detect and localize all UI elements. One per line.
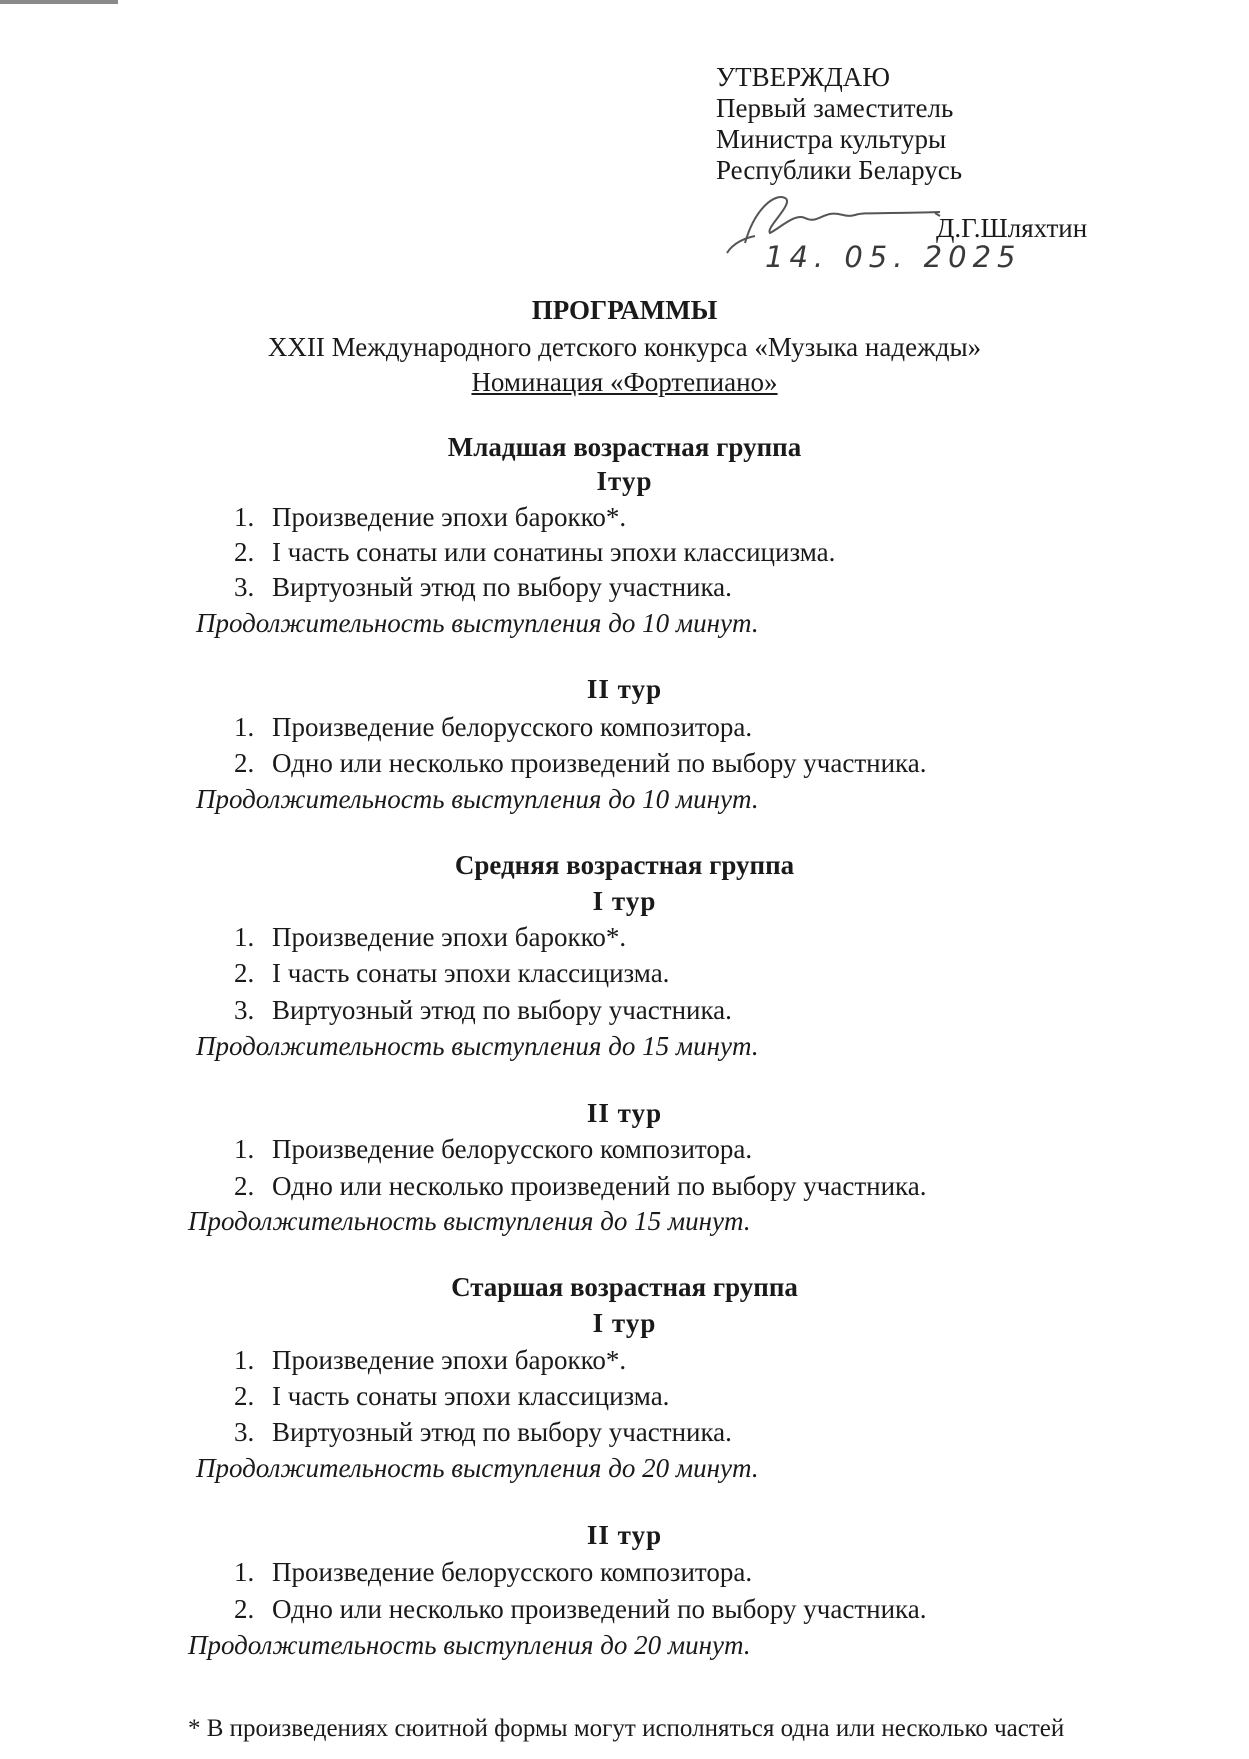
list-item bbox=[234, 958, 669, 989]
round-title-junior-2: II тур bbox=[586, 674, 663, 704]
item-number: 3. bbox=[234, 1417, 255, 1447]
item-text: Произведение белорусского композитора. bbox=[272, 712, 753, 742]
item-number: 2. bbox=[234, 537, 255, 567]
round-title-senior-1: I тур bbox=[592, 1308, 657, 1338]
list-item bbox=[234, 995, 732, 1026]
item-number: 3. bbox=[234, 572, 255, 602]
item-text: Виртуозный этюд по выбору участника. bbox=[272, 572, 732, 602]
approval-heading: УТВЕРЖДАЮ bbox=[716, 62, 891, 92]
group-title-junior: Младшая возрастная группа bbox=[447, 432, 802, 462]
document-subtitle: XXII Международного детского конкурса «Музыка надежды» bbox=[267, 332, 982, 362]
duration-note: Продолжительность выступления до 10 минут. bbox=[196, 784, 759, 814]
nomination-line bbox=[0, 365, 1249, 399]
item-text: Виртуозный этюд по выбору участника. bbox=[272, 1417, 732, 1447]
item-text: Одно или несколько произведений по выбору участника. bbox=[272, 1594, 927, 1624]
list-item bbox=[234, 572, 732, 603]
round-title-middle-1: I тур bbox=[592, 886, 657, 916]
scan-edge-mark bbox=[0, 0, 118, 4]
item-number: 2. bbox=[234, 1171, 255, 1201]
item-number: 2. bbox=[234, 958, 255, 988]
item-number: 1. bbox=[234, 712, 255, 742]
list-item bbox=[234, 1557, 752, 1588]
item-number: 2. bbox=[234, 1594, 255, 1624]
approval-position-line-1: Первый заместитель bbox=[716, 93, 954, 123]
round-title-middle-2: II тур bbox=[586, 1098, 663, 1128]
list-item bbox=[234, 1417, 732, 1448]
approval-block bbox=[716, 62, 962, 186]
group-title-middle: Средняя возрастная группа bbox=[454, 850, 795, 880]
approval-position-line-2: Министра культуры bbox=[716, 124, 947, 154]
item-text: I часть сонаты эпохи классицизма. bbox=[272, 958, 670, 988]
item-number: 1. bbox=[234, 922, 255, 952]
item-text: Произведение эпохи барокко*. bbox=[272, 922, 627, 952]
item-number: 1. bbox=[234, 1557, 255, 1587]
round-title-senior-2: II тур bbox=[586, 1520, 663, 1550]
item-number: 2. bbox=[234, 748, 255, 778]
list-item bbox=[234, 537, 835, 568]
duration-note: Продолжительность выступления до 20 минут. bbox=[196, 1453, 759, 1483]
duration-note: Продолжительность выступления до 15 минут. bbox=[188, 1206, 751, 1236]
list-item bbox=[234, 712, 752, 743]
item-number: 2. bbox=[234, 1381, 255, 1411]
signer-name: Д.Г.Шляхтин bbox=[936, 213, 1088, 243]
round-title-junior-1: Iтур bbox=[596, 466, 653, 496]
list-item bbox=[234, 502, 626, 533]
item-number: 1. bbox=[234, 1134, 255, 1164]
duration-note: Продолжительность выступления до 10 минут. bbox=[196, 608, 759, 638]
item-text: Произведение белорусского композитора. bbox=[272, 1557, 753, 1587]
duration-note: Продолжительность выступления до 20 минут. bbox=[188, 1630, 751, 1660]
signature-date: 14. 05. 2025 bbox=[765, 240, 1022, 274]
item-text: Одно или несколько произведений по выбору участника. bbox=[272, 748, 927, 778]
list-item bbox=[234, 1594, 926, 1625]
item-number: 1. bbox=[234, 502, 255, 532]
item-text: Произведение эпохи барокко*. bbox=[272, 1345, 627, 1375]
nomination-text: Номинация «Фортепиано» bbox=[471, 367, 778, 397]
duration-note: Продолжительность выступления до 15 минут. bbox=[196, 1031, 759, 1061]
item-text: I часть сонаты эпохи классицизма. bbox=[272, 1381, 670, 1411]
group-title-senior: Старшая возрастная группа bbox=[451, 1272, 798, 1302]
item-text: Произведение белорусского композитора. bbox=[272, 1134, 753, 1164]
item-text: Виртуозный этюд по выбору участника. bbox=[272, 995, 732, 1025]
list-item bbox=[234, 922, 626, 953]
approval-position-line-3: Республики Беларусь bbox=[716, 155, 963, 185]
item-text: Одно или несколько произведений по выбору участника. bbox=[272, 1171, 927, 1201]
item-text: I часть сонаты или сонатины эпохи классицизма. bbox=[272, 537, 836, 567]
list-item bbox=[234, 1171, 926, 1202]
document-title: ПРОГРАММЫ bbox=[531, 295, 718, 325]
item-text: Произведение эпохи барокко*. bbox=[272, 502, 627, 532]
list-item bbox=[234, 1345, 626, 1376]
item-number: 3. bbox=[234, 995, 255, 1025]
item-number: 1. bbox=[234, 1345, 255, 1375]
list-item bbox=[234, 1134, 752, 1165]
list-item bbox=[234, 748, 926, 779]
list-item bbox=[234, 1381, 669, 1412]
footnote: * В произведениях сюитной формы могут исполняться одна или несколько частей bbox=[188, 1715, 1065, 1742]
